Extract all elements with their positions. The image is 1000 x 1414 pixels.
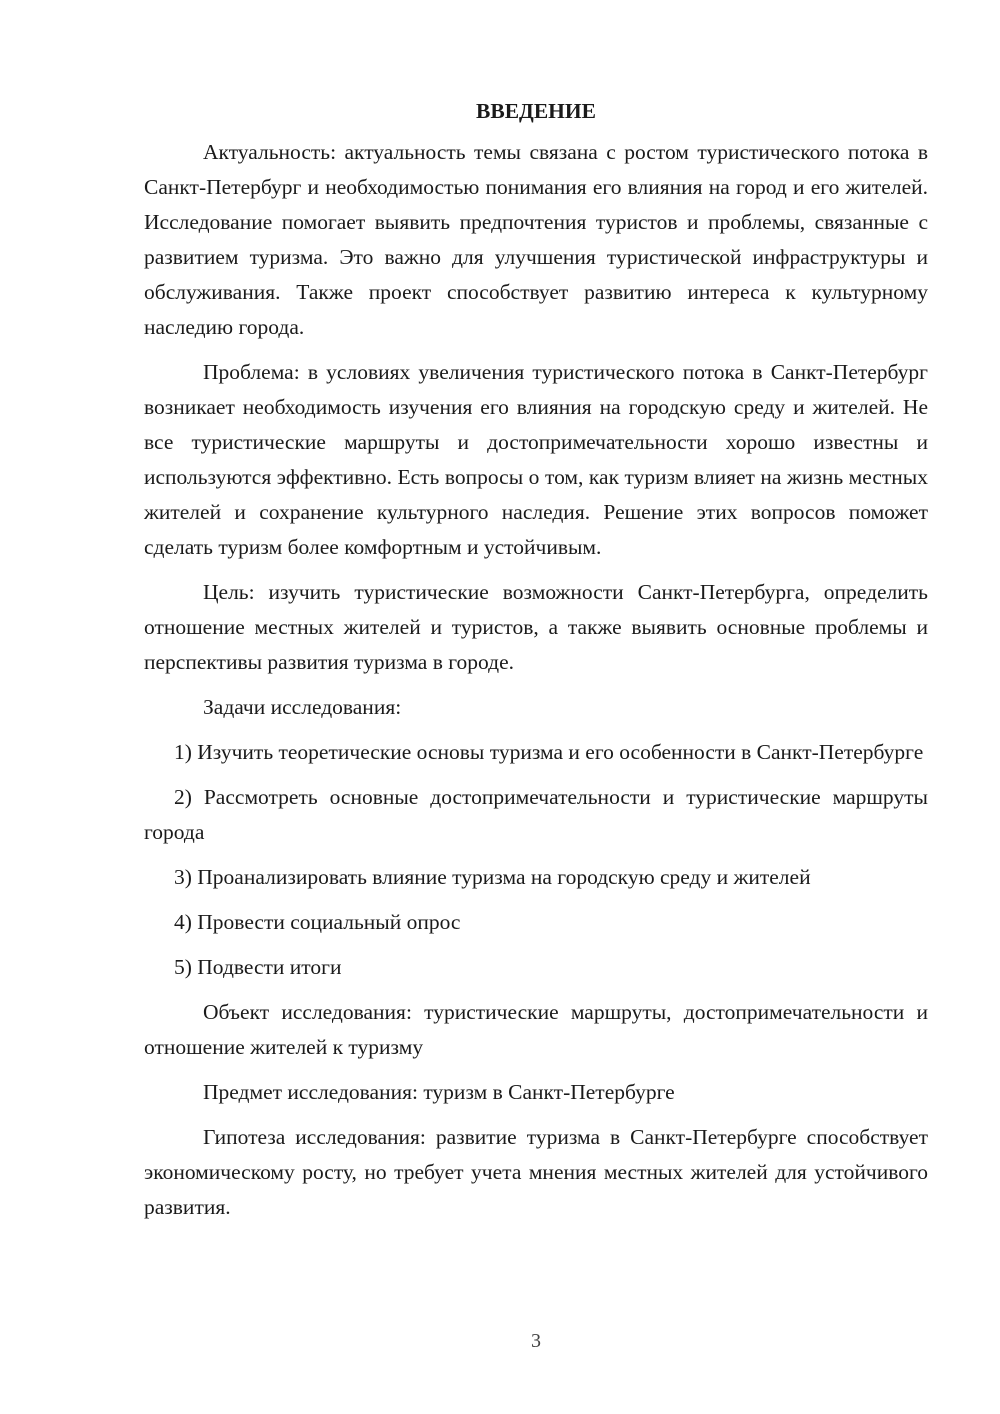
object-paragraph: Объект исследования: туристические маршруты, достопримечательности и отношение жителей к туризму [144,1000,928,1059]
tasks-heading: Задачи исследования: [203,695,402,719]
list-item: 5) Подвести итоги [174,955,342,979]
hypothesis-paragraph: Гипотеза исследования: развитие туризма в Санкт-Петербурге способствует экономическому росту, но требует учета мнения местных жителей для устойчивого развития. [144,1125,928,1219]
list-item: 1) Изучить теоретические основы туризма и его особенности в Санкт-Петербурге [174,740,924,764]
tasks-list [144,735,928,985]
document-page [144,96,928,1235]
page-number: 3 [531,1330,541,1352]
list-item: 4) Провести социальный опрос [174,910,461,934]
subject-paragraph: Предмет исследования: туризм в Санкт-Петербурге [203,1080,675,1104]
list-item: 3) Проанализировать влияние туризма на городскую среду и жителей [174,865,811,889]
list-item: 2) Рассмотреть основные достопримечательности и туристические маршруты города [144,785,928,844]
goal-paragraph: Цель: изучить туристические возможности Санкт-Петербурга, определить отношение местных жителей и туристов, а также выявить основные проблемы и перспективы развития туризма в городе. [144,580,928,674]
relevance-paragraph: Актуальность: актуальность темы связана с ростом туристического потока в Санкт-Петербург и необходимостью понимания его влияния на город и его жителей. Исследование помогает выявить предпочтения туристов и проблемы, связанные с развитием туризма. Это важно для улучшения туристической инфраструктуры и обслуживания. Также проект способствует развитию интереса к культурному наследию города. [144,140,928,339]
page-title: ВВЕДЕНИЕ [476,99,596,123]
problem-paragraph: Проблема: в условиях увеличения туристического потока в Санкт-Петербург возникает необходимость изучения его влияния на городскую среду и жителей. Не все туристические маршруты и достопримечательности хорошо известны и используются эффективно. Есть вопросы о том, как туризм влияет на жизнь местных жителей и сохранение культурного наследия. Решение этих вопросов поможет сделать туризм более комфортным и устойчивым. [144,360,928,559]
